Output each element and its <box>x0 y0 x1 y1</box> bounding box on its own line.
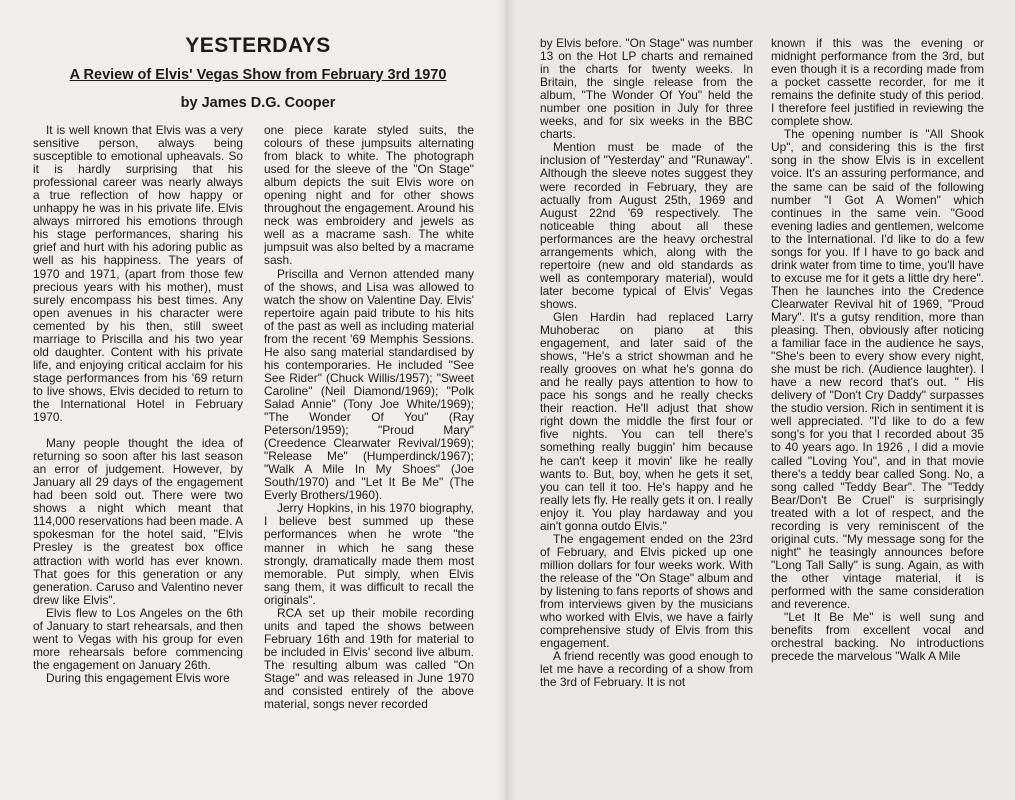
page-gutter <box>496 0 518 800</box>
paragraph: one piece karate styled suits, the colours of these jumpsuits alternating from black to white. The photograph used for the sleeve of the "On Stage" album depicts the suit Elvis wore on opening night and for other shows throughout the engagement. Around his neck was embroidery and jewels as well as a macrame sash. The white jumpsuit was also belted by a macrame sash. <box>264 124 474 268</box>
paragraph: Jerry Hopkins, in his 1970 biography, I believe best summed up these performances when he wrote "the manner in which he sang these strongly, dramatically made them most memorable. Put simply, when Elvis sang them, it was difficult to recall the originals". <box>264 501 474 607</box>
text-column-3 <box>540 37 753 785</box>
paragraph: A friend recently was good enough to let me have a recording of a show from the 3rd of February. It is not <box>540 649 753 690</box>
paragraph: It is well known that Elvis was a very sensitive person, always being susceptible to emotional upheavals. So it is hardly surprising that his professional career was nearly always a true reflection of how happy or unhappy he was in his private life. Elvis always mirrored his emotions through his stage performances, sharing his grief and hurt with his adoring public as well as his happiness. The years of 1970 and 1971, (apart from those few precious years with his mother), must surely encompass his best times. Any open avenues in his character were cemented by his then, still sweet marriage to Priscilla and his two year old daughter. Content with his private life, and enjoying critical acclaim for his stage performances from his '69 return to live shows, Elvis decided to return to the International Hotel in February 1970. <box>33 124 243 425</box>
paragraph: Many people thought the idea of returning so soon after his last season an error of judgement. However, by January all 29 days of the engagement had been sold out. There were two shows a night which meant that 114,000 reservations had been made. A spokesman for the hotel said, "Elvis Presley is the greatest box office attraction with world has ever known. That goes for this generation or any generation. Caruso and Valentino never drew like Elvis". <box>33 436 243 607</box>
article-subtitle: A Review of Elvis' Vegas Show from February 3rd 1970 <box>69 67 447 83</box>
paragraph: The engagement ended on the 23rd of February, and Elvis picked up one million dollars for four weeks work. With the release of the "On Stage" album and by listening to fans reports of shows and from interviews given by the musicians who worked with Elvis, we have a fairly comprehensive study of Elvis from this engagement. <box>540 531 753 651</box>
paragraph: Mention must be made of the inclusion of "Yesterday" and "Runaway". Although the sleeve notes suggest they were recorded in February, they are actually from August 25th, 1969 and August 22nd '69 respectively. The noticeable thing about all these performances are the heavy orchestral arrangements which, along with the repertoire (new and old standards as well as contemporary material), would later become typical of Elvis' Vegas shows. <box>540 140 753 311</box>
text-column-2 <box>264 124 474 770</box>
paragraph: During this engagement Elvis wore <box>46 670 230 685</box>
paragraph: Priscilla and Vernon attended many of the shows, and Lisa was allowed to watch the show on Valentine Day. Elvis' repertoire again paid tribute to his hits of the past as well as including material from the recent '69 Memphis Sessions. He also sang material standardised by his contemporaries. He included "See See Rider" (Chuck Willis/1957); "Sweet Caroline" (Neil Diamond/1969); "Polk Salad Annie" (Tony Joe White/1969); "The Wonder Of You" (Ray Peterson/1959); "Proud Mary" (Creedence Clearwater Revival/1969); "Release Me" (Humperdinck/1967); "Walk A Mile In My Shoes" (Joe South/1970) and "Let It Be Me" (The Everly Brothers/1960). <box>264 266 474 503</box>
paragraph: known if this was the evening or midnight performance from the 3rd, but even though it is a recording made from a pocket cassette recorder, for me it remains the definite study of this period. I therefore feel justified in reviewing the complete show. <box>771 37 984 129</box>
paragraph: Elvis flew to Los Angeles on the 6th of January to start rehearsals, and then went to Vegas with his group for even more rehearsals before commencing the engagement on January 26th. <box>33 605 243 672</box>
paragraph: by Elvis before. "On Stage" was number 13 on the Hot LP charts and remained in the charts for twenty weeks. In Britain, the single release from the album, "The Wonder Of You" held the number one position in July for three weeks, and for six weeks in the BBC charts. <box>540 37 753 142</box>
text-column-1 <box>33 124 243 762</box>
article-title: YESTERDAYS <box>185 34 331 57</box>
paragraph: RCA set up their mobile recording units and taped the shows between February 16th and 19th for material to be included in Elvis' second live album. The resulting album was called "On Stage" and was released in June 1970 and consisted entirely of the above material, songs never recorded <box>264 605 474 712</box>
paragraph: "Let It Be Me" is well sung and benefits from excellent vocal and orchestral backing. No introductions precede the marvelous "Walk A Mile <box>771 610 984 664</box>
paragraph: Glen Hardin had replaced Larry Muhoberac on piano at this engagement, and later said of the shows, "He's a strict showman and he really grooves on what he's gonna do and he really pays attention to how to pace his songs and he really checks their reaction. He'll adjust that show right down the middle the first four or five nights. You can tell there's something really buggin' him because he can't keep it movin' like he really wants to. But, boy, when he gets it set, you can tell it too. He's happy and he really lets fly. He really gets it on. I really enjoy it. You play hardaway and you ain't gonna outdo Elvis." <box>540 309 753 533</box>
paragraph: The opening number is "All Shook Up", and considering this is the first song in the show Elvis is in excellent voice. It's an assuring performance, and the same can be said of the following number "I Got A Women" which continues in the same vein. "Good evening ladies and gentlemen, welcome to the International. I'd like to do a few songs for you. If I have to go back and drink water from time to time, you'll have to excuse me for it gets a little dry here". Then he launches into the Credence Clearwater Revival hit of 1969, "Proud Mary". It's a gutsy rendition, more than pleasing. Then, obviously after noticing a familiar face in the audience he says, "She's been to every show every night, she must be rich. (Audience laughter). I have a new record that's out. " His delivery of "Don't Cry Daddy" surpasses the studio version. Rich in sentiment it is well appreciated. "I'd like to do a few song's for you that I recorded about 35 to 40 years ago. In 1926 , I did a movie called "Loving You", and in that movie there's a teddy bear called Song. No, a song called "Teddy Bear". The "Teddy Bear/Don't Be Cruel" is surprisingly treated with a lot of respect, and the recording is very reminiscent of the original cuts. "My message song for the night" he teasingly announces before "Long Tall Sally" is sung. Again, as with the other vintage material, it is performed with the same consideration and reverence. <box>771 127 984 612</box>
text-column-4 <box>771 37 984 767</box>
article-byline: by James D.G. Cooper <box>180 95 336 111</box>
